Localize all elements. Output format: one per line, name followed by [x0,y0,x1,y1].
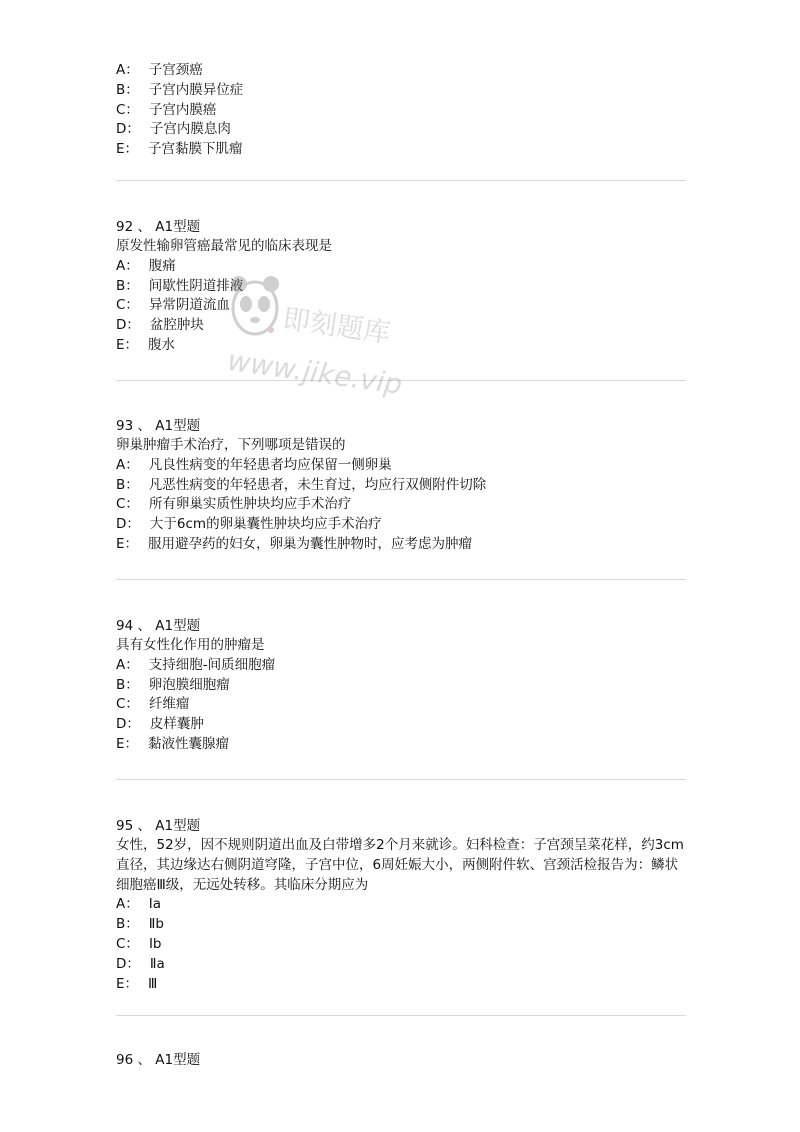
question-header: 92 、 A1型题 [116,219,201,235]
option-c [116,296,686,316]
option-key: B： [116,277,139,294]
option-key: D： [116,955,140,972]
option-text: 腹痛 [148,257,176,274]
option-d [116,120,686,140]
option-e [116,975,686,995]
option-key: D： [116,121,140,138]
option-text: 子宫黏膜下肌瘤 [148,141,243,158]
option-text: 子宫内膜异位症 [148,81,244,98]
option-key: E： [116,141,139,158]
option-text: 卵泡膜细胞瘤 [148,676,230,693]
option-text: 凡恶性病变的年轻患者，未生育过，均应行双侧附件切除 [148,476,487,493]
option-e [116,535,686,555]
divider [116,579,686,580]
option-key: C： [116,696,139,713]
option-key: B： [116,676,139,693]
question-stem: 具有女性化作用的肿瘤是 [116,637,265,653]
option-text: 纤维瘤 [148,696,190,713]
option-a [116,656,686,676]
question-header: 93 、 A1型题 [116,418,201,434]
option-text: 子宫内膜息肉 [149,121,231,138]
question-stem: 原发性输卵管癌最常见的临床表现是 [116,238,332,254]
option-b [116,915,686,935]
option-key: A： [116,656,139,673]
option-text: 服用避孕药的妇女，卵巢为囊性肿物时，应考虑为肿瘤 [148,535,473,552]
option-a [116,257,686,277]
option-key: B： [116,916,139,933]
option-d [116,316,686,336]
option-b [116,676,686,696]
divider [116,180,686,181]
option-text: 黏液性囊腺瘤 [148,735,230,752]
option-key: E： [116,975,139,992]
option-text: 所有卵巢实质性肿块均应手术治疗 [148,496,352,513]
option-text: 皮样囊肿 [149,716,204,733]
question-header: 95 、 A1型题 [116,818,201,834]
option-text: 间歇性阴道排液 [148,277,244,294]
option-key: B： [116,476,139,493]
option-text: 子宫内膜癌 [148,101,217,118]
question-93 [116,416,686,555]
option-d [116,515,686,535]
option-text: Ⅰa [148,896,162,913]
option-key: D： [116,317,140,334]
option-text: 腹水 [148,336,176,353]
option-a [116,61,686,81]
question-stem: 女性，52岁，因不规则阴道出血及白带增多2个月来就诊。妇科检查：子宫颈呈菜花样，约3cm直径，其边缘达右侧阴道穹隆，子宫中位，6周妊娠大小，两侧附件软、宫颈活检报告为：鳞状细胞癌Ⅲ级，无远处转移。其临床分期应为 [116,837,684,893]
option-text: 大于6cm的卵巢囊性肿块均应手术治疗 [149,516,382,533]
option-key: E： [116,535,139,552]
option-b [116,476,686,496]
divider [116,1015,686,1016]
option-c [116,935,686,955]
option-key: C： [116,935,139,952]
question-94 [116,616,686,755]
question-95 [116,816,686,994]
option-d [116,715,686,735]
option-key: B： [116,81,139,98]
option-c [116,495,686,515]
option-key: A： [116,896,139,913]
option-key: C： [116,297,139,314]
option-c [116,101,686,121]
question-header: 94 、 A1型题 [116,618,201,634]
option-text: Ⅱa [149,955,165,972]
question-header: 96 、 A1型题 [116,1052,201,1068]
option-key: D： [116,516,140,533]
option-text: 支持细胞-间质细胞瘤 [148,656,276,673]
option-b [116,81,686,101]
option-key: A： [116,456,139,473]
option-text: 异常阴道流血 [148,297,230,314]
divider [116,380,686,381]
question-91-options [116,61,686,160]
option-key: D： [116,716,140,733]
divider [116,779,686,780]
option-a [116,895,686,915]
option-key: C： [116,496,139,513]
option-text: 凡良性病变的年轻患者均应保留一侧卵巢 [148,456,392,473]
option-text: 子宫颈癌 [148,62,203,78]
option-key: C： [116,101,139,118]
option-text: Ⅱb [148,916,164,933]
question-92 [116,217,686,356]
option-key: E： [116,735,139,752]
question-stem: 卵巢肿瘤手术治疗，下列哪项是错误的 [116,437,346,453]
option-e [116,336,686,356]
watermark-url: www.jike.vip [225,343,405,402]
option-text: Ⅰb [148,935,162,952]
option-b [116,277,686,297]
option-text: Ⅲ [148,975,158,992]
option-key: A： [116,257,139,274]
watermark-brand: 即刻题库 [280,303,393,350]
option-d [116,955,686,975]
option-a [116,456,686,476]
option-c [116,695,686,715]
option-key: A： [116,62,139,78]
option-e [116,735,686,755]
option-key: E： [116,336,139,353]
question-96 [116,1050,686,1070]
option-text: 盆腔肿块 [149,317,204,334]
option-e [116,140,686,160]
